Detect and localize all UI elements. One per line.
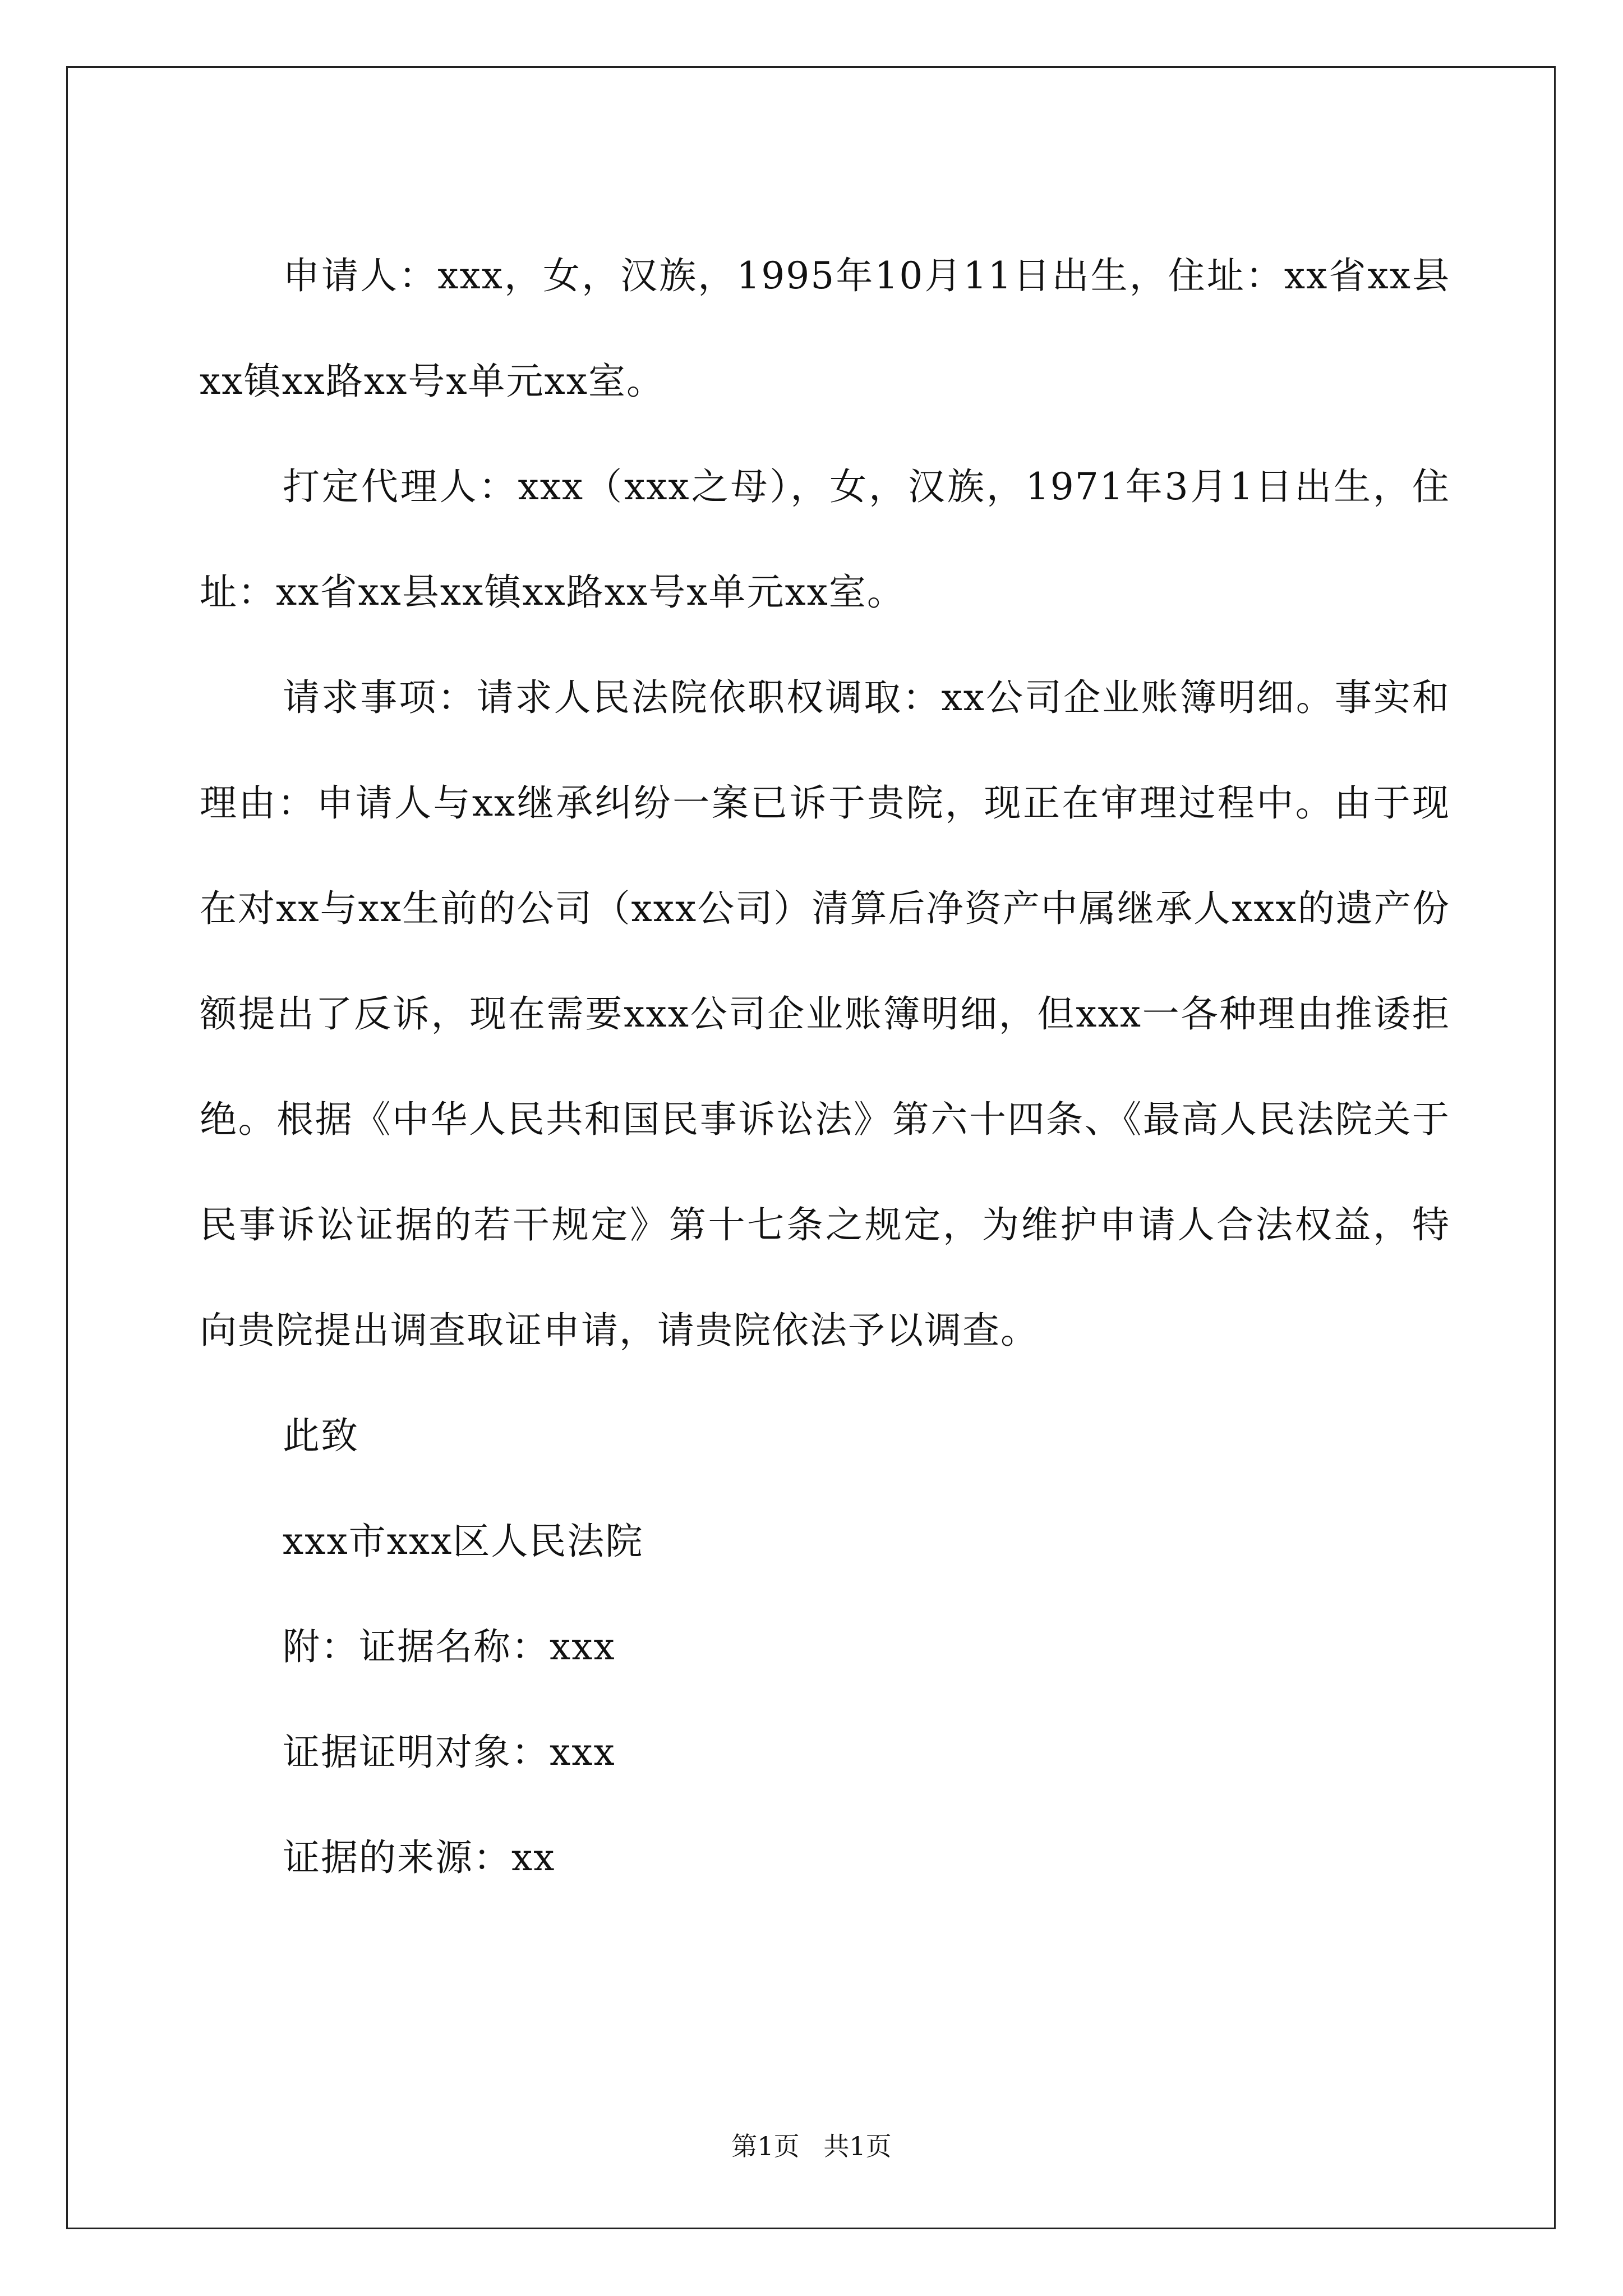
evidence-source-line: 证据的来源：xx xyxy=(283,1836,556,1879)
recipient-line: xxx市xxx区人民法院 xyxy=(283,1520,644,1563)
document-body xyxy=(200,223,1450,1911)
agent-paragraph: 打定代理人：xxx（xxx之母），女，汉族，1971年3月1日出生，住址：xx省xx县xx镇xx路xx号x单元xx室。 xyxy=(200,465,1450,614)
request-paragraph: 请求事项：请求人民法院依职权调取：xx公司企业账簿明细。事实和理由：申请人与xx继承纠纷一案已诉于贵院，现正在审理过程中。由于现在对xx与xx生前的公司（xxx公司）清算后净资产中属继承人xxx的遗产份额提出了反诉，现在需要xxx公司企业账簿明细，但xxx一各种理由推诿拒绝。根据《中华人民共和国民事诉讼法》第六十四条、《最高人民法院关于民事诉讼证据的若干规定》第十七条之规定，为维护申请人合法权益，特向贵院提出调查取证申请，请贵院依法予以调查。 xyxy=(200,676,1450,1352)
attachment-line: 附：证据名称：xxx xyxy=(283,1625,616,1668)
page-number: 第1页 xyxy=(731,2131,800,2161)
closing-line: 此致 xyxy=(283,1414,359,1457)
applicant-paragraph: 申请人：xxx，女，汉族，1995年10月11日出生，住址：xx省xx县xx镇xx路xx号x单元xx室。 xyxy=(200,254,1450,403)
evidence-purpose-line: 证据证明对象：xxx xyxy=(283,1731,616,1774)
page-total: 共1页 xyxy=(823,2131,892,2161)
page-footer xyxy=(0,2129,1623,2163)
